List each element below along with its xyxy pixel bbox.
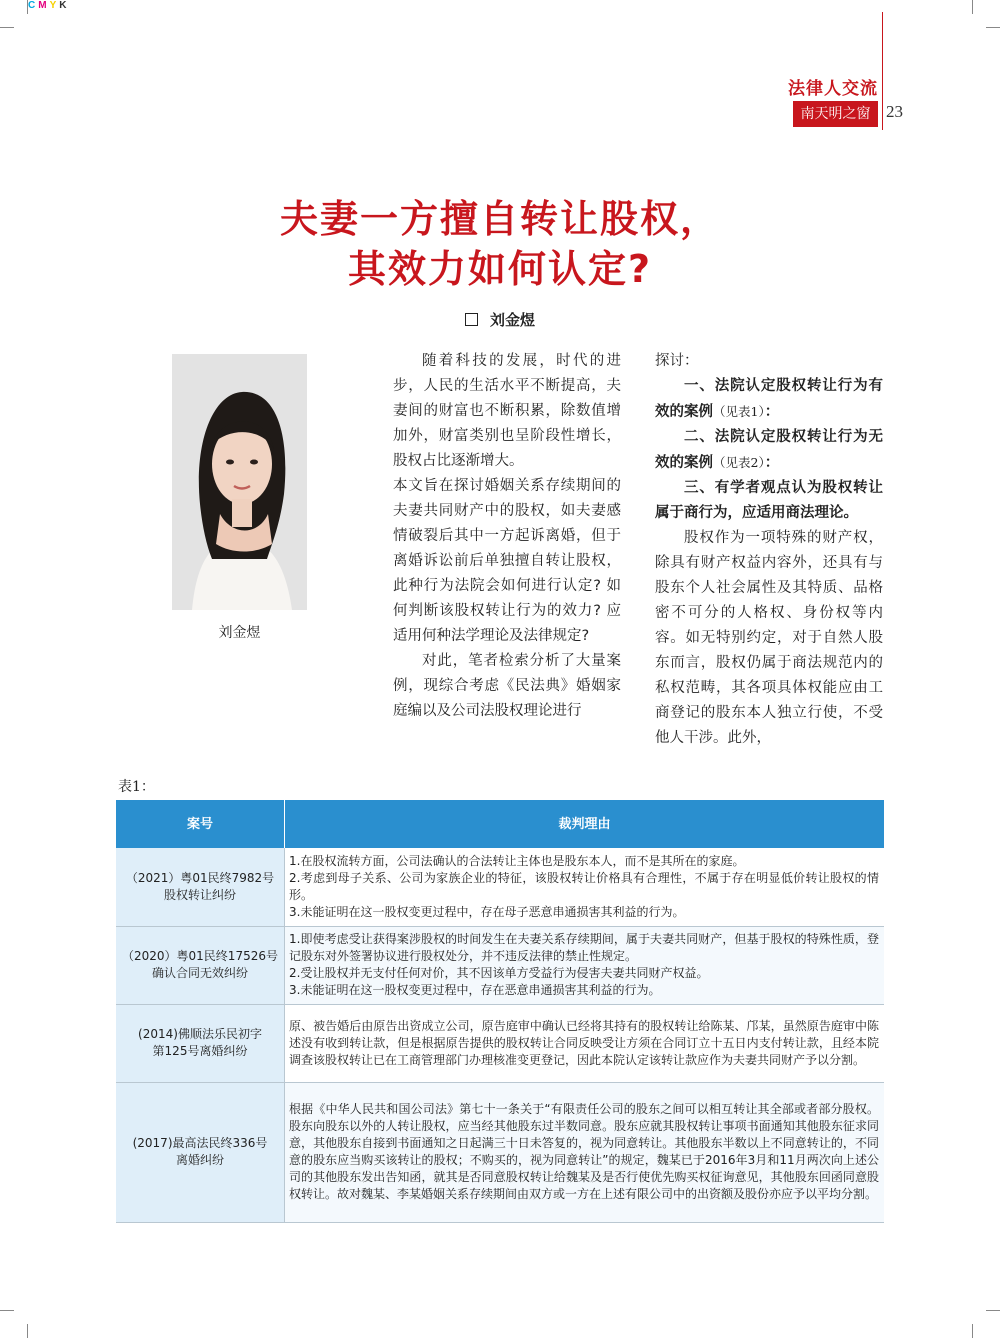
crop-mark: [0, 1310, 14, 1311]
table-row: [116, 926, 884, 1004]
reasoning-cell: [285, 1004, 885, 1082]
column-header-case-number: 案号: [116, 800, 285, 848]
reasoning-item: 3.未能证明在这一股权变更过程中，存在恶意串通损害其利益的行为。: [289, 983, 661, 997]
table-row: [116, 1004, 884, 1082]
case-number-line: （2021）粤01民终7982号: [125, 870, 275, 885]
crop-mark: [0, 27, 14, 28]
author-portrait-illustration: [172, 354, 307, 610]
section-heading-2: [655, 425, 883, 476]
case-table: [116, 800, 884, 1223]
reasoning-cell: [285, 1082, 885, 1222]
column-header-reasoning: 裁判理由: [285, 800, 885, 848]
crop-mark: [27, 1324, 28, 1338]
body-column-1: [393, 349, 621, 724]
photo-caption: 刘金煜: [218, 625, 261, 641]
reasoning-item: 原、被告婚后由原告出资成立公司，原告庭审中确认已经将其持有的股权转让给陈某、邝某，虽然原告庭审中陈述没有收到转让款，但是根据原告提供的股权转让合同反映受让方须在合同订立十五日内支付转让款，且经本院调查该股权转让已在工商管理部门办理核准变更登记，因此本院认定该转让款应作为夫妻共同财产予以分割。: [289, 1018, 879, 1067]
crop-mark: [27, 0, 28, 14]
crop-mark: [972, 1324, 973, 1338]
section-title: 法律人交流: [788, 79, 878, 99]
table-reference: （见表1）: [713, 404, 765, 419]
body-column-2: [655, 349, 883, 751]
cmyk-y: Y: [49, 0, 60, 11]
cmyk-m: M: [38, 0, 50, 11]
reasoning-item: 1.在股权流转方面，公司法确认的合法转让主体也是股东本人，而不是其所在的家庭。: [289, 853, 745, 868]
body-paragraph: 股权作为一项特殊的财产权，除具有财产权益内容外，还具有与股东个人社会属性及其特质、品格密不可分的人格权、身份权等内容。如无特别约定，对于自然人股东而言，股权仍属于商法规范内的私权范畴，其各项具体权能应由工商登记的股东本人独立行使，不受他人干涉。此外，: [655, 530, 883, 746]
cmyk-c: C: [28, 0, 39, 11]
crop-mark: [986, 1310, 1000, 1311]
section-heading-1: [655, 374, 883, 425]
column-badge: 南天明之窗: [793, 101, 878, 127]
heading-end: ：: [764, 404, 780, 420]
case-number-line: 第125号离婚纠纷: [152, 1044, 248, 1058]
article-title-line2: 其效力如何认定?: [347, 247, 653, 291]
reasoning-item: 根据《中华人民共和国公司法》第七十一条关于“有限责任公司的股东之间可以相互转让其全部或者部分股权。股东向股东以外的人转让股权，应当经其他股东过半数同意。股东应就其股权转让事项书面通知其他股东征求同意，其他股东自接到书面通知之日起满三十日未答复的，视为同意转让。其他股东半数以上不同意转让的，不同意的股东应当购买该转让的股权；不购买的，视为同意转让”的规定，魏某已于2016年3月和11月两次向上述公司的其他股东发出告知函，就其是否同意股权转让给魏某及是否行使优先购买权征询意见，其他股东回函同意股权转让。故对魏某、李某婚姻关系存续期间由双方或一方在上述有限公司中的出资额及股份亦应予以平均分割。: [289, 1102, 879, 1201]
table-header-row: [116, 800, 884, 848]
case-number-cell: [116, 1082, 285, 1222]
table-caption: 表1：: [118, 779, 155, 795]
body-paragraph: 本文旨在探讨婚姻关系存续期间的夫妻共同财产中的股权，如夫妻感情破裂后其中一方起诉离婚，但于离婚诉讼前后单独擅自转让股权，此种行为法院会如何进行认定? 如何判断该股权转让行为的效力? 应适用何种法学理论及法律规定?: [393, 478, 621, 644]
crop-mark: [972, 0, 973, 14]
cmyk-print-mark: [28, 0, 69, 11]
reasoning-item: 3.未能证明在这一股权变更过程中，存在母子恶意串通损害其利益的行为。: [289, 904, 685, 919]
body-paragraph: 随着科技的发展，时代的进步，人民的生活水平不断提高，夫妻间的财富也不断积累，除数值增加外，财富类别也呈阶段性增长，股权占比逐渐增大。: [393, 353, 621, 469]
table-reference: （见表2）: [713, 455, 765, 470]
table-row: [116, 848, 884, 926]
case-number-line: (2017)最高法民终336号: [132, 1136, 268, 1150]
case-number-line: (2014)佛顺法乐民初字: [138, 1027, 262, 1041]
reasoning-item: 1.即使考虑受让获得案涉股权的时间发生在夫妻关系存续期间，属于夫妻共同财产，但基于股权的特殊性质，登记股东对外签署协议进行股权处分，并不违反法律的禁止性规定。: [289, 932, 879, 963]
reasoning-cell: [285, 926, 885, 1004]
heading-text: 二、法院认定股权转让行为无效的案例: [655, 429, 883, 471]
reasoning-item: 2.考虑到母子关系、公司为家族企业的特征，该股权转让价格具有合理性，不属于存在明显低价转让股权的情形。: [289, 870, 879, 902]
cmyk-k: K: [59, 0, 70, 11]
case-number-cell: [116, 926, 285, 1004]
case-number-cell: [116, 1004, 285, 1082]
case-number-cell: [116, 848, 285, 926]
header-divider: [882, 12, 883, 130]
body-paragraph: 探讨：: [655, 353, 699, 369]
byline-square-icon: [465, 313, 478, 326]
case-number-line: （2020）粤01民终17526号: [122, 949, 278, 963]
reasoning-cell: [285, 848, 885, 926]
heading-end: ：: [764, 455, 780, 471]
crop-mark: [986, 27, 1000, 28]
article-title-line1: 夫妻一方擅自转让股权，: [279, 197, 720, 241]
case-number-line: 离婚纠纷: [175, 1153, 224, 1167]
reasoning-item: 2.受让股权并无支付任何对价，其不因该单方受益行为侵害夫妻共同财产权益。: [289, 966, 709, 980]
author-name: 刘金煜: [489, 311, 535, 329]
table-row: [116, 1082, 884, 1222]
page-number: 23: [886, 102, 903, 121]
section-heading-3: 三、有学者观点认为股权转让属于商行为，应适用商法理论。: [655, 480, 883, 521]
author-byline: [0, 309, 1000, 330]
case-number-line: 确认合同无效纠纷: [151, 966, 248, 980]
heading-text: 一、法院认定股权转让行为有效的案例: [655, 378, 883, 420]
body-paragraph: 对此，笔者检索分析了大量案例，现综合考虑《民法典》婚姻家庭编以及公司法股权理论进行: [393, 653, 621, 719]
author-photo: [172, 354, 307, 610]
case-number-line: 股权转让纠纷: [163, 887, 236, 902]
